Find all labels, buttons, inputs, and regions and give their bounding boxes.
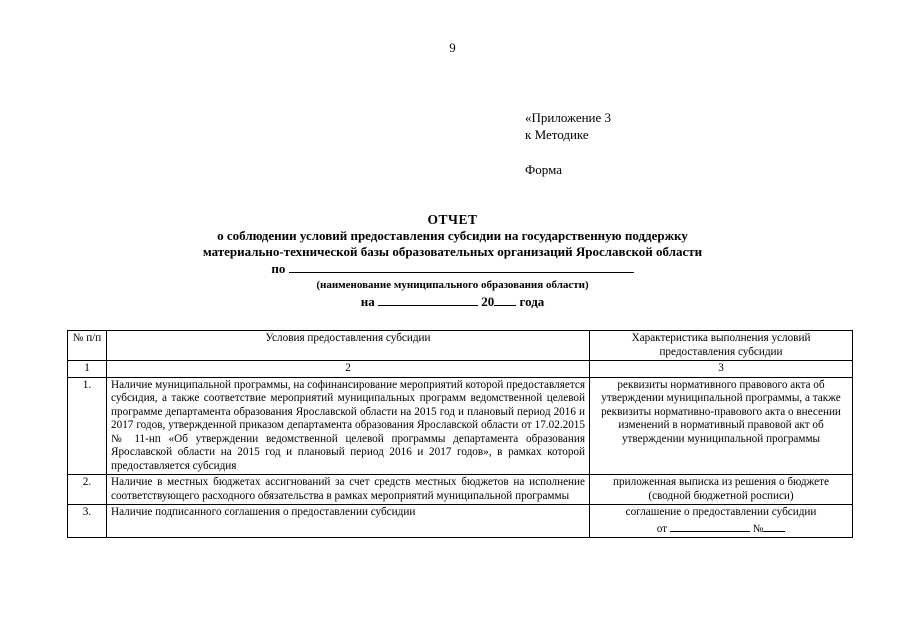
date-line [0,293,905,310]
table-header-row [68,331,853,361]
report-subtitle-line-2: материально-технической базы образовательных организаций Ярославской области [202,244,703,259]
agreement-reference-line [594,520,848,537]
header-num: № п/п [68,331,107,361]
agreement-date-blank [670,520,750,532]
municipality-blank [289,260,634,273]
row-characteristic: реквизиты нормативного правового акта об утверждении муниципальной программы, а также реквизиты нормативно-правового акта о внесении изменений в нормативный правовой акт об утверждении муниципальной программы [590,377,853,475]
table-row [68,377,853,475]
form-label: Форма [525,162,562,177]
row-condition: Наличие подписанного соглашения о предоставлении субсидии [107,505,590,538]
report-table [67,330,853,538]
row-number: 2. [68,475,107,505]
column-number-3: 3 [590,361,853,378]
agreement-no-label: № [752,522,764,535]
row-number: 3. [68,505,107,538]
header-characteristics: Характеристика выполнения условий предоставления субсидии [590,331,853,361]
column-number-2: 2 [107,361,590,378]
municipality-line [0,260,905,277]
appendix-line-1: «Приложение 3 [525,110,612,125]
row-condition: Наличие в местных бюджетах ассигнований за счет средств местных бюджетов на исполнение соответствующего расходного обязательства в рамках мероприятий муниципальной программы [107,475,590,505]
page-number: 9 [449,40,456,55]
year-suffix: года [519,294,545,309]
table-row [68,475,853,505]
date-blank [378,293,478,306]
row-condition: Наличие муниципальной программы, на софинансирование мероприятий которой предоставляется субсидия, а также соответствие мероприятий муниципальных программ ведомственной целевой программе департамента образования Ярославской области на 2015 год и плановый период 2016 и 2017 годов, утвержденной приказом департамента образования Ярославской области от 17.02.2015 № 11-нп «Об утверждении ведомственной целевой программы департамента образования Ярославской области на 2015 год и плановый период 2016 и 2017 годов», в рамках которой предоставляется субсидия [107,377,590,475]
agreement-from-label: от [656,522,668,535]
date-prefix: на [360,294,375,309]
row-characteristic-cell [590,505,853,538]
column-number-1: 1 [68,361,107,378]
row-characteristic: соглашение о предоставлении субсидии [625,506,817,518]
report-title-block [0,212,905,310]
report-title: ОТЧЕТ [427,212,478,227]
table-row [68,505,853,538]
row-characteristic: приложенная выписка из решения о бюджете (сводной бюджетной росписи) [590,475,853,505]
year-prefix: 20 [481,294,495,309]
report-subtitle-line-1: о соблюдении условий предоставления субсидии на государственную поддержку [217,228,688,243]
column-number-row [68,361,853,378]
agreement-no-blank [763,520,785,532]
appendix-line-2: к Методике [525,127,589,142]
header-conditions: Условия предоставления субсидии [107,331,590,361]
year-blank [494,293,516,306]
row-number: 1. [68,377,107,475]
appendix-block [525,109,611,178]
by-prefix: по [271,261,286,276]
municipality-caption: (наименование муниципального образования области) [316,279,589,291]
